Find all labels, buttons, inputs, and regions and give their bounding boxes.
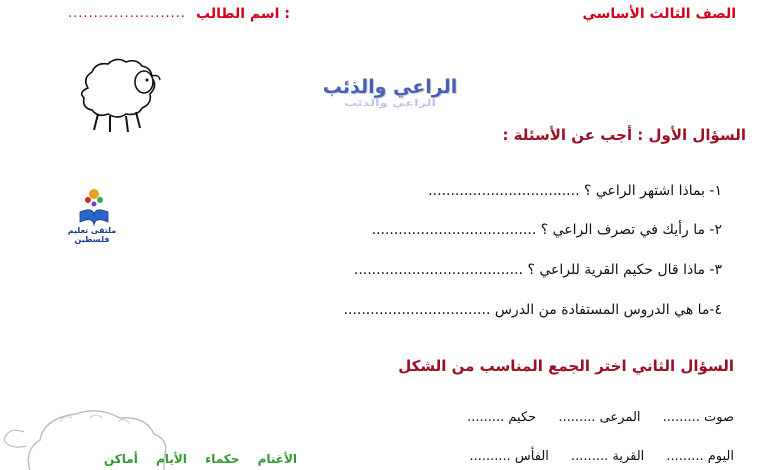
student-name-blank: ....................... <box>68 6 187 21</box>
word-item: المرعى ......... <box>558 410 641 425</box>
student-name-label: اسم الطالب : <box>196 6 290 22</box>
answer-blank: .................................. <box>428 183 580 199</box>
grade-label: الصف الثالث الأساسي <box>582 6 736 22</box>
word-bank <box>90 452 297 466</box>
question1-item-1 <box>428 183 722 199</box>
word-bank-item: الأيام <box>156 452 187 466</box>
plural-row-2 <box>451 449 734 464</box>
word-bank-item: حكماء <box>205 452 240 466</box>
answer-blank: ................................. <box>343 302 491 318</box>
question-text: ٢- ما رأيك في تصرف الراعي ؟ <box>540 222 722 238</box>
question-text: ٤-ما هي الدروس المستفادة من الدرس <box>494 302 722 318</box>
word-item: القرية ......... <box>571 449 645 464</box>
lesson-title: الراعي والذئب <box>322 76 458 98</box>
question1-item-3 <box>354 262 722 278</box>
word-bank-item: الأغنام <box>257 452 298 466</box>
word-item: اليوم ......... <box>666 449 734 464</box>
plural-row-1 <box>449 410 734 425</box>
word-item: حكيم ......... <box>467 410 537 425</box>
logo-caption: ملتقى تعليم فلسطين <box>67 226 117 244</box>
question1-item-4 <box>344 302 722 318</box>
question1-heading: السؤال الأول : أجب عن الأسئلة : <box>502 126 746 144</box>
question-text: ٣- ماذا قال حكيم القرية للراعي ؟ <box>527 262 722 278</box>
book-logo-icon <box>76 184 112 226</box>
word-item: الفأس .......... <box>469 449 549 464</box>
question2-heading: السؤال الثاني اختر الجمع المناسب من الشكل <box>398 357 734 375</box>
word-item: صوت ......... <box>662 410 734 425</box>
question-text: ١- بماذا اشتهر الراعي ؟ <box>583 183 722 199</box>
sheep-icon <box>74 58 166 136</box>
answer-blank: ..................................... <box>371 222 537 238</box>
word-bank-item: أماكن <box>104 452 138 466</box>
question1-item-2 <box>372 222 722 238</box>
answer-blank: ...................................... <box>353 262 523 278</box>
lesson-title-reflection: الراعي والذئب <box>343 98 436 109</box>
